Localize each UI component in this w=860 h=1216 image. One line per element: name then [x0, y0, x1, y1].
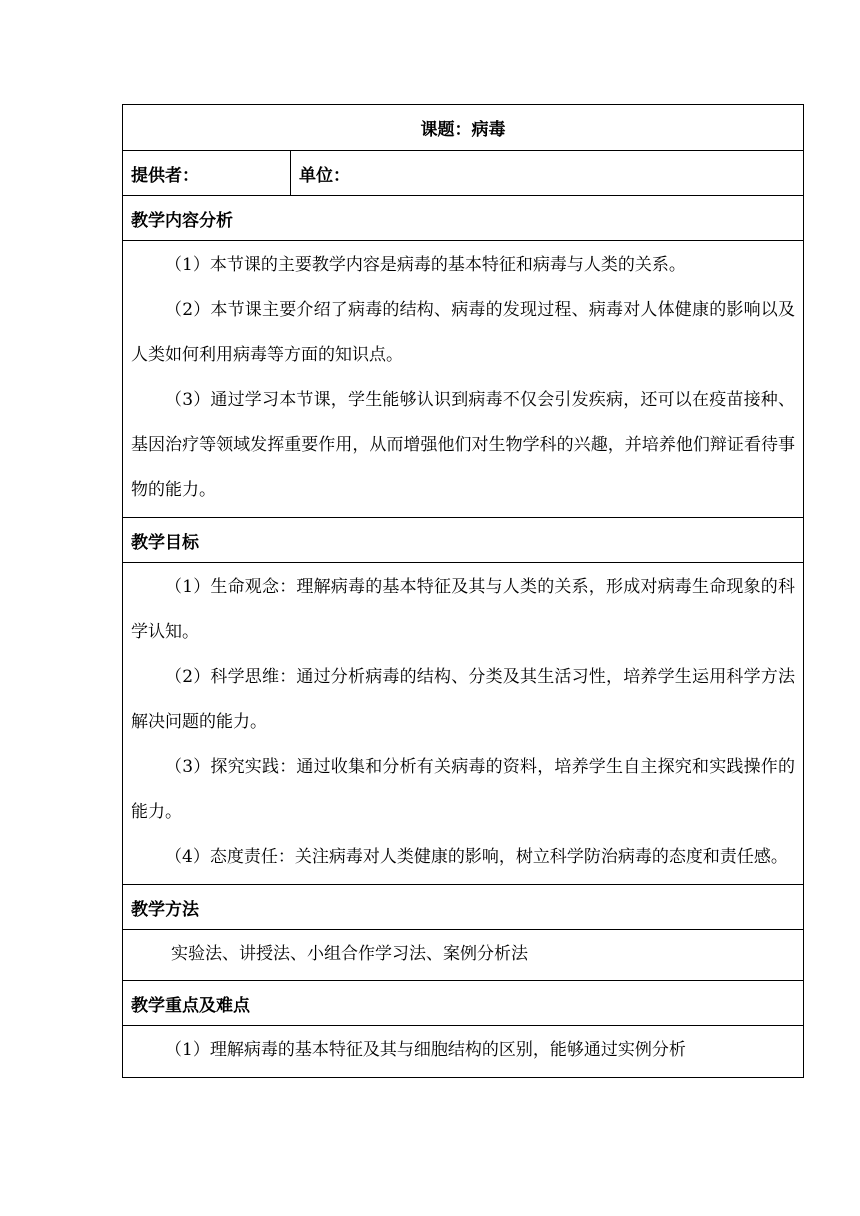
paragraph: （3）探究实践：通过收集和分析有关病毒的资料，培养学生自主探究和实践操作的能力。 — [131, 757, 795, 822]
key-points-heading: 教学重点及难点 — [123, 981, 804, 1026]
paragraph: （1）生命观念：理解病毒的基本特征及其与人类的关系，形成对病毒生命现象的科学认知。 — [131, 577, 795, 642]
section-heading-row — [123, 981, 804, 1026]
paragraph: （4）态度责任：关注病毒对人类健康的影响，树立科学防治病毒的态度和责任感。 — [165, 847, 788, 867]
content-analysis-heading: 教学内容分析 — [123, 196, 804, 241]
section-body-row — [123, 241, 804, 518]
key-points-body — [123, 1026, 804, 1078]
paragraph: （1）理解病毒的基本特征及其与细胞结构的区别，能够通过实例分析 — [165, 1040, 686, 1060]
lesson-title: 课题：病毒 — [123, 105, 804, 151]
title-row — [123, 105, 804, 151]
section-heading-row — [123, 518, 804, 563]
methods-body — [123, 930, 804, 981]
methods-heading: 教学方法 — [123, 885, 804, 930]
section-heading-row — [123, 885, 804, 930]
methods-text: 实验法、讲授法、小组合作学习法、案例分析法 — [171, 944, 528, 964]
content-analysis-body — [123, 241, 804, 518]
paragraph: （2）科学思维：通过分析病毒的结构、分类及其生活习性，培养学生运用科学方法解决问题的能力。 — [131, 667, 795, 732]
provider-label: 提供者： — [123, 151, 291, 196]
objectives-body — [123, 563, 804, 885]
objectives-heading: 教学目标 — [123, 518, 804, 563]
paragraph: （1）本节课的主要教学内容是病毒的基本特征和病毒与人类的关系。 — [165, 255, 686, 275]
unit-label: 单位： — [291, 151, 804, 196]
section-heading-row — [123, 196, 804, 241]
section-body-row — [123, 563, 804, 885]
section-body-row — [123, 1026, 804, 1078]
lesson-plan-table — [122, 104, 804, 1078]
paragraph: （3）通过学习本节课，学生能够认识到病毒不仅会引发疾病，还可以在疫苗接种、基因治疗等领域发挥重要作用，从而增强他们对生物学科的兴趣，并培养他们辩证看待事物的能力。 — [131, 390, 795, 500]
section-body-row — [123, 930, 804, 981]
paragraph: （2）本节课主要介绍了病毒的结构、病毒的发现过程、病毒对人体健康的影响以及人类如何利用病毒等方面的知识点。 — [131, 300, 795, 365]
info-row — [123, 151, 804, 196]
lesson-plan-page — [122, 104, 803, 1078]
